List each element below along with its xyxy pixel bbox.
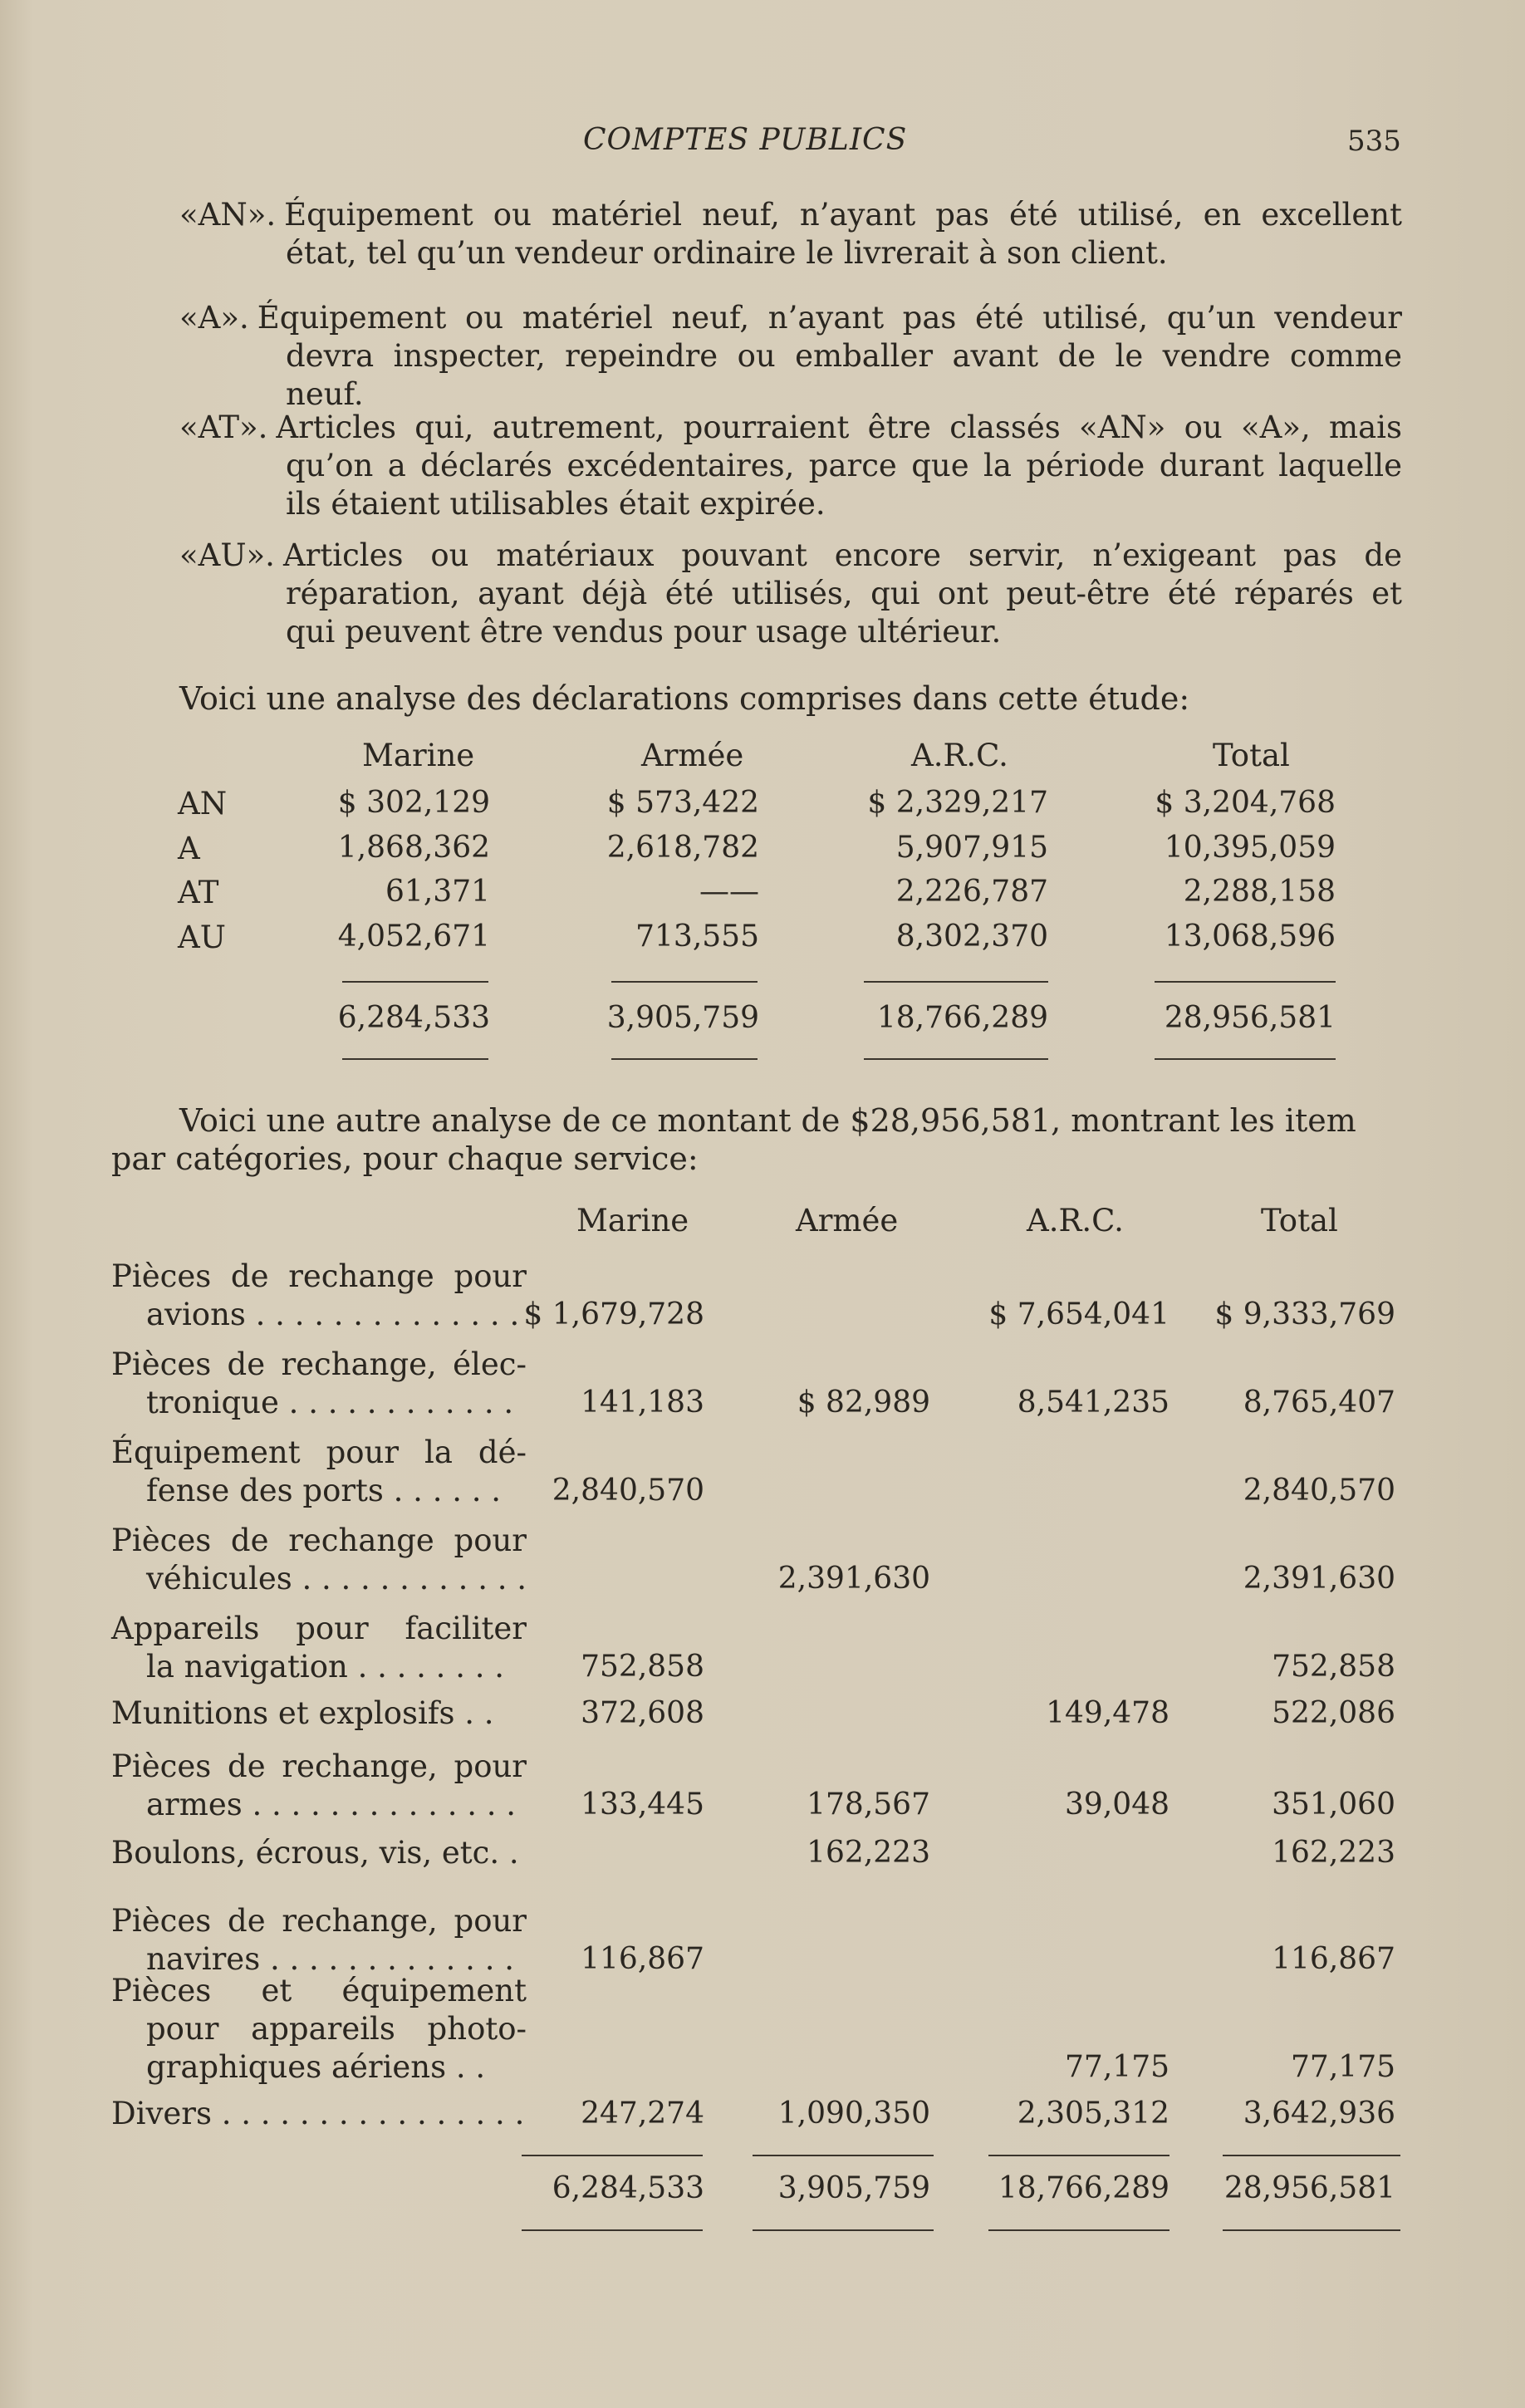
- table2-row-label-line: pour appareils photo-: [146, 2011, 527, 2047]
- table2-total-cell: 6,284,533: [552, 2171, 704, 2205]
- table2-cell: 1,090,350: [777, 2097, 930, 2131]
- table2-row-label-line: Appareils pour faciliter: [111, 1611, 527, 1646]
- table1-cell: 2,226,787: [895, 875, 1048, 909]
- table2-cell: 3,642,936: [1243, 2097, 1395, 2131]
- table2-cell: 116,867: [581, 1942, 704, 1976]
- table1-row-label: AT: [178, 875, 219, 910]
- table1-total-cell: 6,284,533: [337, 1001, 490, 1035]
- table1-cell: $ 2,329,217: [867, 786, 1048, 820]
- table2-cell: 149,478: [1046, 1696, 1169, 1730]
- definition-text-line: état, tel qu’un vendeur ordinaire le livrerait à son client.: [286, 235, 1168, 271]
- definition-first-line: [179, 196, 1402, 234]
- definition-item: [179, 299, 1402, 414]
- table1-column-header: Marine: [362, 738, 475, 773]
- table2-row-label-line: Pièces de rechange, pour: [111, 1903, 527, 1939]
- table2-total-rule: [988, 2229, 1169, 2231]
- table2-total-cell: 18,766,289: [998, 2171, 1169, 2205]
- table2-row-label-line: Pièces de rechange, élec-: [111, 1346, 527, 1382]
- table1-total-rule: [342, 1058, 488, 1060]
- table2-row-label: [111, 1834, 527, 1872]
- table1-total-rule: [342, 981, 488, 983]
- intro-paragraph-2: [111, 1101, 1407, 1178]
- table1-row-label: AN: [178, 786, 228, 821]
- table1-total-rule: [1155, 981, 1336, 983]
- table1-total-cell: 18,766,289: [876, 1001, 1048, 1035]
- table2-cell: $ 82,989: [797, 1385, 930, 1420]
- table2-cell: 162,223: [807, 1836, 930, 1870]
- table2-cell: 39,048: [1065, 1788, 1169, 1822]
- table1-column-header: Total: [1213, 738, 1290, 773]
- table1-cell: 4,052,671: [337, 920, 490, 954]
- table2-column-header: Total: [1261, 1203, 1338, 1238]
- table1-cell: ——: [699, 875, 759, 909]
- definition-label: «AT».: [179, 410, 268, 445]
- table1-cell: 61,371: [385, 875, 490, 909]
- definition-label: «AU».: [179, 537, 275, 573]
- table1-cell: 8,302,370: [895, 920, 1048, 954]
- table1-cell: 1,868,362: [337, 831, 490, 865]
- table1-cell: $ 302,129: [337, 786, 490, 820]
- table2-cell: 2,305,312: [1017, 2097, 1169, 2131]
- table1-cell: 13,068,596: [1164, 920, 1336, 954]
- definition-text: Équipement ou matériel neuf, n’ayant pas été utilisé, qu’un vendeur: [257, 300, 1402, 336]
- table2-total-rule: [1223, 2155, 1400, 2156]
- definition-item: [179, 196, 1402, 272]
- table2-total-rule: [522, 2155, 703, 2156]
- table1-row-label: A: [178, 831, 200, 866]
- table2-row-label: [111, 1610, 527, 1686]
- table1-cell: 713,555: [635, 920, 759, 954]
- table2-cell: 351,060: [1272, 1788, 1395, 1822]
- table2-column-header: Marine: [576, 1203, 689, 1238]
- table2-cell: $ 7,654,041: [988, 1297, 1169, 1332]
- table2-cell: 522,086: [1272, 1696, 1395, 1730]
- table2-cell: 8,765,407: [1243, 1385, 1395, 1420]
- table2-row-label-line: Divers . . . . . . . . . . . . . . . .: [111, 2096, 525, 2131]
- table2-cell: 8,541,235: [1017, 1385, 1169, 1420]
- definition-text-line: devra inspecter, repeindre ou emballer avant de le vendre comme: [286, 338, 1402, 374]
- table2-row-label-line: graphiques aériens . .: [146, 2049, 486, 2085]
- table2-row-label-line: avions . . . . . . . . . . . . . .: [146, 1297, 520, 1332]
- table2-cell: 178,567: [807, 1788, 930, 1822]
- definition-text: Articles ou matériaux pouvant encore servir, n’exigeant pas de: [282, 537, 1402, 573]
- table2-total-rule: [753, 2229, 934, 2231]
- definition-item: [179, 537, 1402, 651]
- table2-row-label: [111, 1694, 527, 1733]
- table1-cell: $ 573,422: [606, 786, 759, 820]
- table2-row-label-line: armes . . . . . . . . . . . . . .: [146, 1787, 517, 1822]
- table2-row-label: [111, 1748, 527, 1824]
- intro-paragraph-2-line-2: par catégories, pour chaque service:: [111, 1140, 699, 1177]
- table2-row-label: [111, 2095, 527, 2133]
- table1-total-rule: [611, 1058, 758, 1060]
- intro-paragraph-1: Voici une analyse des déclarations comprises dans cette étude:: [179, 680, 1190, 717]
- definition-text-line: neuf.: [286, 376, 364, 412]
- table2-row-label-line: navires . . . . . . . . . . . . .: [146, 1941, 514, 1977]
- table1-column-header: A.R.C.: [911, 738, 1008, 773]
- table2-row-label: [111, 1902, 527, 1979]
- running-header: COMPTES PUBLICS: [583, 123, 908, 157]
- table2-row-label: [111, 1522, 527, 1598]
- table2-cell: 77,175: [1065, 2050, 1169, 2084]
- table2-row-label-line: Munitions et explosifs . .: [111, 1695, 494, 1731]
- table2-cell: 752,858: [1272, 1650, 1395, 1684]
- definition-label: «A».: [179, 300, 249, 336]
- definition-text: Articles qui, autrement, pourraient être classés «AN» ou «A», mais: [276, 410, 1402, 445]
- table1-total-rule: [611, 981, 758, 983]
- table2-cell: 2,840,570: [552, 1474, 704, 1508]
- table2-total-rule: [988, 2155, 1169, 2156]
- table2-cell: $ 1,679,728: [523, 1297, 704, 1332]
- table2-cell: $ 9,333,769: [1214, 1297, 1395, 1332]
- table2-column-header: Armée: [796, 1203, 899, 1238]
- table1-total-rule: [864, 981, 1048, 983]
- table2-row-label: [111, 1258, 527, 1334]
- table2-total-rule: [1223, 2229, 1400, 2231]
- intro-paragraph-2-line-1: Voici une autre analyse de ce montant de $28,956,581, montrant les item: [179, 1102, 1356, 1139]
- page-number: 535: [1347, 125, 1401, 158]
- table2-cell: 141,183: [581, 1385, 704, 1420]
- table2-row-label-line: fense des ports . . . . . .: [146, 1473, 502, 1508]
- table2-cell: 2,391,630: [777, 1562, 930, 1596]
- table2-cell: 247,274: [581, 2097, 704, 2131]
- table1-cell: 5,907,915: [895, 831, 1048, 865]
- table2-row-label-line: Pièces de rechange, pour: [111, 1748, 527, 1784]
- table2-row-label-line: Équipement pour la dé-: [111, 1435, 527, 1470]
- definition-text: Équipement ou matériel neuf, n’ayant pas été utilisé, en excellent: [284, 197, 1402, 233]
- table1-total-rule: [1155, 1058, 1336, 1060]
- table1-cell: 10,395,059: [1164, 831, 1336, 865]
- table2-total-rule: [522, 2229, 703, 2231]
- table2-row-label: [111, 1434, 527, 1510]
- definition-text-line: réparation, ayant déjà été utilisés, qui ont peut-être été réparés et: [286, 576, 1402, 611]
- table2-row-label-line: Pièces et équipement: [111, 1973, 527, 2008]
- table2-cell: 162,223: [1272, 1836, 1395, 1870]
- table2-cell: 2,840,570: [1243, 1474, 1395, 1508]
- table1-cell: 2,618,782: [606, 831, 759, 865]
- definition-text-line: qui peuvent être vendus pour usage ultérieur.: [286, 614, 1002, 650]
- table2-row-label-line: Pièces de rechange pour: [111, 1523, 527, 1558]
- table1-total-cell: 28,956,581: [1164, 1001, 1336, 1035]
- table2-row-label: [111, 1972, 527, 2087]
- table2-row-label-line: Boulons, écrous, vis, etc. .: [111, 1835, 519, 1871]
- definition-first-line: [179, 299, 1402, 337]
- table2-column-header: A.R.C.: [1027, 1203, 1124, 1238]
- table2-row-label-line: véhicules . . . . . . . . . . . .: [146, 1561, 527, 1596]
- table2-cell: 133,445: [581, 1788, 704, 1822]
- table2-total-cell: 3,905,759: [777, 2171, 930, 2205]
- table1-total-rule: [864, 1058, 1048, 1060]
- table1-column-header: Armée: [641, 738, 744, 773]
- table2-cell: 372,608: [581, 1696, 704, 1730]
- definition-text-line: qu’on a déclarés excédentaires, parce que la période durant laquelle: [286, 448, 1402, 483]
- table1-row-label: AU: [178, 920, 226, 955]
- table2-cell: 2,391,630: [1243, 1562, 1395, 1596]
- table2-row-label-line: Pièces de rechange pour: [111, 1258, 527, 1294]
- definition-text-line: ils étaient utilisables était expirée.: [286, 486, 826, 522]
- table2-total-cell: 28,956,581: [1223, 2171, 1395, 2205]
- table2-total-rule: [753, 2155, 934, 2156]
- table2-row-label-line: la navigation . . . . . . . .: [146, 1649, 505, 1685]
- table2-cell: 116,867: [1272, 1942, 1395, 1976]
- table2-cell: 752,858: [581, 1650, 704, 1684]
- table1-total-cell: 3,905,759: [606, 1001, 759, 1035]
- table2-cell: 77,175: [1291, 2050, 1395, 2084]
- table2-row-label-line: tronique . . . . . . . . . . . .: [146, 1385, 514, 1420]
- table2-row-label: [111, 1346, 527, 1422]
- table1-cell: $ 3,204,768: [1155, 786, 1336, 820]
- definition-first-line: [179, 537, 1402, 575]
- table1-cell: 2,288,158: [1183, 875, 1336, 909]
- definition-item: [179, 409, 1402, 523]
- definition-label: «AN».: [179, 197, 277, 233]
- definition-first-line: [179, 409, 1402, 447]
